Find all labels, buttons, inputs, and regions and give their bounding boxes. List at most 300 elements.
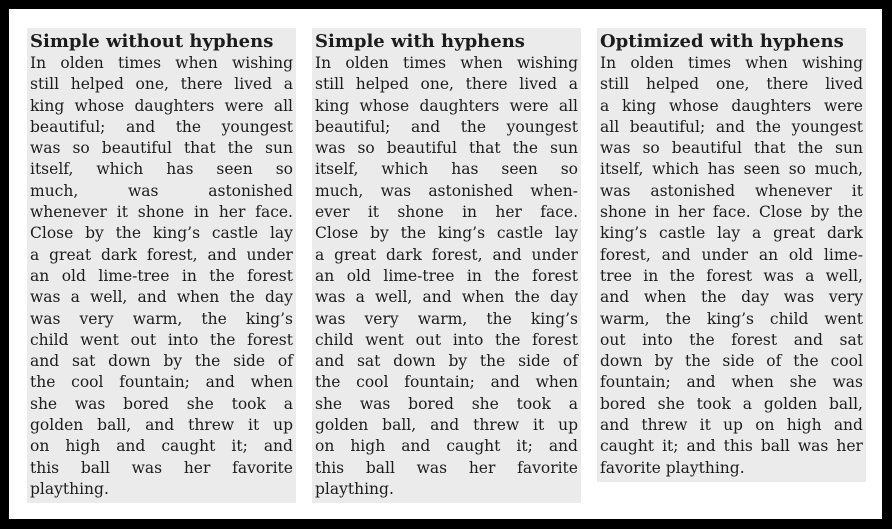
word: the (797, 139, 824, 158)
word: seen (743, 160, 780, 179)
word: the (460, 117, 487, 136)
word: helped (645, 75, 700, 94)
word: lay (269, 224, 293, 243)
word: when (745, 54, 788, 72)
word: very (364, 309, 399, 328)
word: down (108, 352, 151, 371)
word: a (30, 245, 40, 264)
text-line (30, 266, 293, 287)
word: out (130, 330, 157, 349)
text-line (600, 159, 863, 180)
word: bored (600, 394, 646, 413)
word: sat (71, 352, 96, 371)
word: and (422, 288, 452, 307)
word: olden (345, 54, 389, 72)
text-line (315, 287, 578, 308)
word: this (30, 458, 60, 477)
word: old (346, 266, 371, 285)
word: dark (385, 245, 422, 264)
word: has (451, 160, 479, 179)
word: was (131, 458, 163, 477)
word: by (163, 352, 183, 371)
word: fountain; (404, 373, 475, 392)
word: sun (550, 139, 578, 158)
word: and (833, 416, 863, 435)
word: the (229, 288, 255, 307)
word: the (175, 117, 202, 136)
word: under (246, 245, 293, 264)
word: all (600, 117, 620, 136)
text-line (600, 372, 863, 393)
word: king’s (437, 224, 486, 243)
word: whenever (754, 181, 832, 200)
word: astonished (650, 181, 736, 200)
word: much, (814, 160, 863, 179)
word: down (600, 352, 643, 371)
text-line (600, 287, 863, 308)
word: and (715, 117, 745, 136)
text-line (315, 372, 578, 393)
column-text-block (315, 53, 578, 500)
word: forest, (146, 245, 198, 264)
word: and (686, 373, 716, 392)
word: the (479, 352, 506, 371)
word: the (669, 266, 695, 285)
word: and (600, 288, 630, 307)
word: took (516, 394, 551, 413)
word: sat (839, 330, 863, 349)
word: the (30, 373, 56, 392)
word: much, (30, 181, 79, 200)
word: astonished (428, 181, 514, 200)
word: king’s (706, 309, 754, 328)
word: olden (630, 54, 674, 72)
word: that (468, 139, 501, 158)
word: was (832, 373, 863, 392)
word: this (723, 437, 753, 456)
word: ball, (382, 416, 417, 435)
word: fountain; (119, 373, 190, 392)
word: she (315, 394, 343, 413)
word: the (700, 288, 727, 307)
text-line (315, 394, 578, 415)
word: ball (80, 458, 110, 477)
word: which (96, 160, 144, 179)
word: itself, (600, 160, 644, 179)
text-line (600, 96, 863, 117)
word: which (381, 160, 429, 179)
word: wishing (801, 54, 863, 72)
word: and (548, 437, 578, 456)
word: high (786, 416, 822, 435)
text-line (315, 415, 578, 436)
word: her (678, 203, 705, 222)
word: great (49, 245, 92, 264)
text-line (600, 309, 863, 330)
word: when (460, 54, 503, 72)
word: one, (716, 75, 750, 94)
word: a (742, 394, 752, 413)
word: astonished (208, 181, 293, 200)
word: by (448, 352, 468, 371)
word: she (30, 394, 58, 413)
word: was (797, 437, 829, 456)
text-line (600, 330, 863, 351)
word: whose (359, 96, 410, 115)
word: itself, (315, 160, 359, 179)
word: took (231, 394, 266, 413)
word: the (194, 352, 221, 371)
word: the (665, 309, 691, 328)
word: and (686, 437, 716, 456)
word: whose (74, 96, 125, 115)
word: king’s (530, 309, 578, 328)
word: when (731, 373, 774, 392)
word: her (468, 458, 496, 477)
word: was (359, 394, 391, 413)
word: was (416, 458, 448, 477)
word: face. (255, 203, 293, 222)
word: when (175, 54, 218, 72)
word: very (828, 288, 863, 307)
word: lived (234, 75, 273, 94)
word: day (550, 288, 578, 307)
word: shone (397, 203, 444, 222)
word: caught (600, 437, 655, 456)
text-line (315, 74, 578, 95)
column-text-block (30, 53, 293, 500)
word: the (227, 139, 254, 158)
word: it (248, 416, 260, 435)
word: up (723, 416, 743, 435)
word: cool (830, 352, 863, 371)
column-simple-without-hyphens (27, 28, 296, 503)
word: forest (731, 330, 778, 349)
word: the (486, 309, 512, 328)
text-line (30, 159, 293, 180)
word: old (788, 245, 814, 264)
word: threw (473, 416, 520, 435)
word: youngest (506, 117, 578, 136)
word: her (836, 437, 863, 456)
word: times (118, 54, 162, 72)
word: lived (519, 75, 558, 94)
word: were (509, 96, 549, 115)
word: child (769, 309, 809, 328)
text-line: plaything. (30, 479, 109, 498)
word: great (334, 245, 377, 264)
word: wishing (231, 54, 293, 72)
word: old (61, 266, 86, 285)
page-background (9, 9, 882, 519)
word: well, (825, 266, 863, 285)
word: ball (365, 458, 395, 477)
text-line (315, 181, 578, 202)
word: In (315, 54, 332, 72)
word: child (30, 330, 69, 349)
word: face. (712, 203, 751, 222)
word: an (758, 245, 779, 264)
word: side (518, 352, 551, 371)
word: when- (530, 181, 578, 200)
word: and (207, 245, 237, 264)
word: lime-tree (383, 266, 455, 285)
word: beautiful; (315, 117, 391, 136)
word: and (410, 117, 441, 136)
word: into (452, 330, 484, 349)
word: beautiful (386, 139, 457, 158)
word: and (793, 330, 823, 349)
word: seen (501, 160, 538, 179)
word: an (30, 266, 50, 285)
word: youngest (791, 117, 863, 136)
word: lay (554, 224, 578, 243)
word: it (699, 416, 711, 435)
word: her (183, 458, 211, 477)
word: dark (100, 245, 137, 264)
word: by (370, 224, 389, 243)
column-optimized-with-hyphens (597, 28, 866, 482)
word: the (512, 139, 539, 158)
word: into (167, 330, 199, 349)
word: has (707, 160, 735, 179)
word: king (30, 96, 65, 115)
word: a (70, 288, 80, 307)
text-line (315, 266, 578, 287)
text-line (30, 74, 293, 95)
word: was (783, 288, 815, 307)
word: child (315, 330, 354, 349)
word: so (642, 139, 660, 158)
text-line (315, 223, 578, 244)
word: and (492, 245, 522, 264)
word: out (415, 330, 442, 349)
word: still (600, 75, 630, 94)
word: of (562, 352, 578, 371)
word: a (283, 75, 293, 94)
word: shone (137, 203, 185, 222)
word: dark (826, 224, 863, 243)
text-line (30, 117, 293, 138)
word: the (115, 224, 142, 243)
word: golden (763, 394, 818, 413)
text-line (30, 287, 293, 308)
column-title: Simple without hyphens (30, 31, 274, 52)
word: all (273, 96, 293, 115)
word: whenever (30, 203, 107, 222)
word: on (755, 416, 775, 435)
word: in (194, 203, 209, 222)
word: it; (516, 437, 533, 456)
word: she (657, 394, 685, 413)
word: warm, (417, 309, 468, 328)
word: this (315, 458, 345, 477)
word: favorite (517, 458, 578, 477)
word: of (766, 352, 782, 371)
word: warm, (132, 309, 183, 328)
word: was (763, 266, 794, 285)
text-line (30, 309, 293, 330)
text-line (315, 159, 578, 180)
word: it; (662, 437, 679, 456)
text-line (30, 181, 293, 202)
word: warm, (600, 309, 650, 328)
word: the (201, 309, 227, 328)
word: cool (71, 373, 104, 392)
word: it (367, 203, 380, 222)
word: still (315, 75, 345, 94)
word: was (315, 309, 346, 328)
word: castle (659, 224, 706, 243)
word: so (72, 139, 90, 158)
word: was (600, 139, 631, 158)
word: forest (247, 330, 293, 349)
word: bored (408, 394, 454, 413)
word: her (218, 203, 246, 222)
text-line: plaything. (315, 479, 394, 498)
word: golden (30, 416, 84, 435)
text-line (600, 53, 863, 74)
word: when (461, 288, 505, 307)
word: and (30, 352, 60, 371)
word: she (471, 394, 499, 413)
text-line (30, 372, 293, 393)
text-line (600, 138, 863, 159)
word: up (558, 416, 578, 435)
word: a (568, 75, 578, 94)
word: ball, (828, 394, 863, 413)
word: of (277, 352, 293, 371)
word: the (209, 266, 235, 285)
word: and (116, 437, 146, 456)
word: much, (315, 181, 364, 200)
word: in (466, 266, 482, 285)
word: on (30, 437, 50, 456)
text-line (30, 223, 293, 244)
word: by (85, 224, 104, 243)
word: the (494, 266, 520, 285)
text-line (315, 53, 578, 74)
word: daughters (731, 96, 812, 115)
word: cool (356, 373, 389, 392)
column-simple-with-hyphens (312, 28, 581, 503)
word: Close (315, 224, 359, 243)
word: itself, (30, 160, 74, 179)
word: ball (760, 437, 790, 456)
word: a (600, 96, 610, 115)
word: king’s (600, 224, 648, 243)
word: and (125, 117, 156, 136)
word: high (350, 437, 386, 456)
word: when (250, 373, 293, 392)
word: on (315, 437, 335, 456)
word: a (355, 288, 365, 307)
word: all (558, 96, 578, 115)
word: helped (70, 75, 124, 94)
word: that (183, 139, 216, 158)
word: sun (835, 139, 863, 158)
word: down (393, 352, 436, 371)
word: still (30, 75, 60, 94)
word: forest (247, 266, 293, 285)
column-title: Simple with hyphens (315, 31, 525, 52)
word: the (400, 224, 427, 243)
text-line (30, 415, 293, 436)
word: there (766, 75, 809, 94)
word: and (315, 352, 345, 371)
text-line (30, 202, 293, 223)
word: the (837, 203, 863, 222)
word: caught (161, 437, 216, 456)
word: was (380, 181, 412, 200)
text-line (600, 74, 863, 95)
word: forest, (600, 245, 651, 264)
word: when (535, 373, 578, 392)
word: very (79, 309, 114, 328)
word: it; (231, 437, 248, 456)
word: side (722, 352, 755, 371)
word: lime-tree (98, 266, 170, 285)
text-line (30, 53, 293, 74)
word: helped (355, 75, 409, 94)
word: and (490, 373, 520, 392)
word: under (531, 245, 578, 264)
word: lay (717, 224, 741, 243)
word: has (166, 160, 194, 179)
word: forest, (431, 245, 483, 264)
text-line (30, 394, 293, 415)
text-line (315, 117, 578, 138)
word: king’s (152, 224, 201, 243)
word: when (176, 288, 220, 307)
word: threw (641, 416, 688, 435)
word: great (773, 224, 816, 243)
word: so (788, 160, 806, 179)
word: threw (188, 416, 235, 435)
word: up (273, 416, 293, 435)
word: a (751, 224, 762, 243)
word: the (315, 373, 341, 392)
word: so (275, 160, 293, 179)
word: king (315, 96, 350, 115)
word: a (568, 394, 578, 413)
word: and (145, 416, 175, 435)
text-line (30, 351, 293, 372)
word: sat (356, 352, 381, 371)
word: high (65, 437, 101, 456)
word: were (823, 96, 863, 115)
word: she (789, 373, 817, 392)
word: ball, (97, 416, 132, 435)
word: daughters (134, 96, 215, 115)
word: was (74, 394, 106, 413)
word: it (533, 416, 545, 435)
word: a (805, 266, 815, 285)
word: and (661, 245, 691, 264)
text-line (30, 458, 293, 479)
word: Close (30, 224, 74, 243)
word: lived (825, 75, 863, 94)
word: which (652, 160, 699, 179)
word: forest (532, 266, 578, 285)
text-line (600, 266, 863, 287)
word: beautiful; (30, 117, 106, 136)
text-line (30, 330, 293, 351)
text-line (315, 330, 578, 351)
word: into (642, 330, 673, 349)
word: went (365, 330, 404, 349)
word: a (283, 394, 293, 413)
